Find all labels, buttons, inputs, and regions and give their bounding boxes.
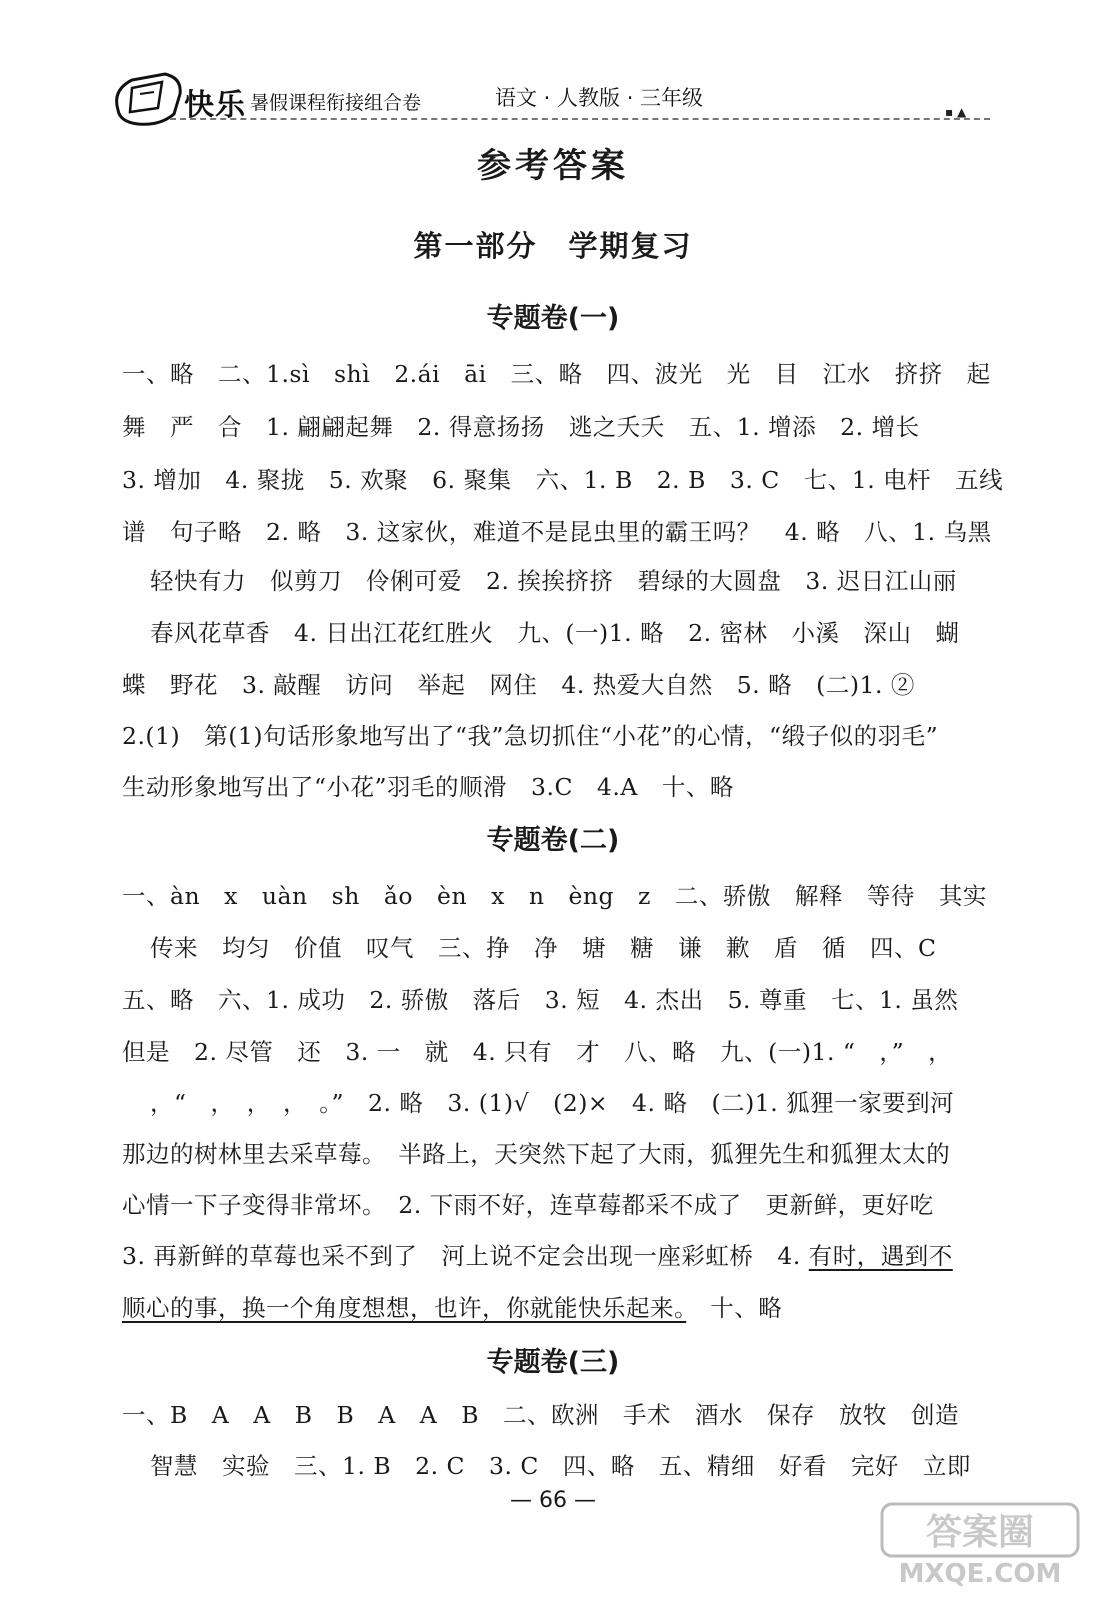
answer-line: 舞 严 合 1. 翩翩起舞 2. 得意扬扬 逃之夭夭 五、1. 增添 2. 增长 xyxy=(122,413,920,441)
svg-text:答案圈: 答案圈 xyxy=(925,1512,1035,1553)
answer-line: 心情一下子变得非常坏。 2. 下雨不好，连草莓都采不成了 更新鲜，更好吃 xyxy=(122,1191,934,1219)
answer-line: 3. 再新鲜的草莓也采不到了 河上说不定会出现一座彩虹桥 4. 有时，遇到不 xyxy=(122,1242,953,1270)
brand-logo-text: 快乐 xyxy=(184,88,246,123)
svg-text:MXQE.COM: MXQE.COM xyxy=(898,1559,1062,1589)
corner-ornament: ▪ ▲ xyxy=(945,105,967,119)
page-number: — 66 — xyxy=(510,1488,596,1513)
answer-line: 一、àn x uàn sh ǎo èn x n èng z 二、骄傲 解释 等待 其实 xyxy=(122,882,987,910)
page-title: 参考答案 xyxy=(477,146,629,186)
answer-line: 轻快有力 似剪刀 伶俐可爱 2. 挨挨挤挤 碧绿的大圆盘 3. 迟日江山丽 xyxy=(150,567,957,595)
logo-icon xyxy=(110,70,192,130)
answer-line: 但是 2. 尽管 还 3. 一 就 4. 只有 才 八、略 九、(一)1. “ ，” ， xyxy=(122,1038,953,1066)
answer-line: 一、略 二、1.sì shì 2.ái āi 三、略 四、波光 光 目 江水 挤挤 起 xyxy=(122,360,991,388)
page-header xyxy=(110,70,1010,130)
section-title-3: 专题卷(三) xyxy=(486,1347,620,1378)
answer-line: ，“ ， ， ， 。” 2. 略 3. (1)√ (2)× 4. 略 (二)1. 狐狸一家要到河 xyxy=(150,1089,955,1117)
part-title: 第一部分 学期复习 xyxy=(413,229,693,263)
answer-line: 那边的树林里去采草莓。 半路上，天突然下起了大雨，狐狸先生和狐狸太太的 xyxy=(122,1140,951,1168)
answer-line: 谱 句子略 2. 略 3. 这家伙，难道不是昆虫里的霸王吗？ 4. 略 八、1. 乌黑 xyxy=(122,518,992,546)
answer-line: 3. 增加 4. 聚拢 5. 欢聚 6. 聚集 六、1. B 2. B 3. C 七、1. 电杆 五线 xyxy=(122,466,1004,494)
answer-line: 蝶 野花 3. 敲醒 访问 举起 网住 4. 热爱大自然 5. 略 (二)1. ② xyxy=(122,671,915,699)
section-title-1: 专题卷(一) xyxy=(486,303,620,334)
answer-line: 春风花草香 4. 日出江花红胜火 九、(一)1. 略 2. 密林 小溪 深山 蝴 xyxy=(150,619,960,647)
answer-line: 五、略 六、1. 成功 2. 骄傲 落后 3. 短 4. 杰出 5. 尊重 七、1. 虽然 xyxy=(122,986,959,1014)
watermark-logo xyxy=(878,1500,1088,1590)
answer-line: 一、B A A B B A A B 二、欧洲 手术 酒水 保存 放牧 创造 xyxy=(122,1401,959,1429)
series-name: 暑假课程衔接组合卷 xyxy=(250,92,422,114)
answer-line: 生动形象地写出了“小花”羽毛的顺滑 3.C 4.A 十、略 xyxy=(122,773,734,801)
header-rule xyxy=(170,118,990,120)
answer-line: 智慧 实验 三、1. B 2. C 3. C 四、略 五、精细 好看 完好 立即 xyxy=(150,1452,971,1480)
answer-line: 2.(1) 第(1)句话形象地写出了“我”急切抓住“小花”的心情，“缎子似的羽毛” xyxy=(122,722,939,750)
subject-grade-label: 语文 · 人教版 · 三年级 xyxy=(495,86,704,110)
section-title-2: 专题卷(二) xyxy=(486,825,620,856)
answer-line-underlined: 顺心的事，换一个角度想想，也许，你就能快乐起来。 十、略 xyxy=(122,1294,783,1322)
answer-line: 传来 均匀 价值 叹气 三、挣 净 塘 糖 谦 歉 盾 循 四、C xyxy=(150,934,937,962)
